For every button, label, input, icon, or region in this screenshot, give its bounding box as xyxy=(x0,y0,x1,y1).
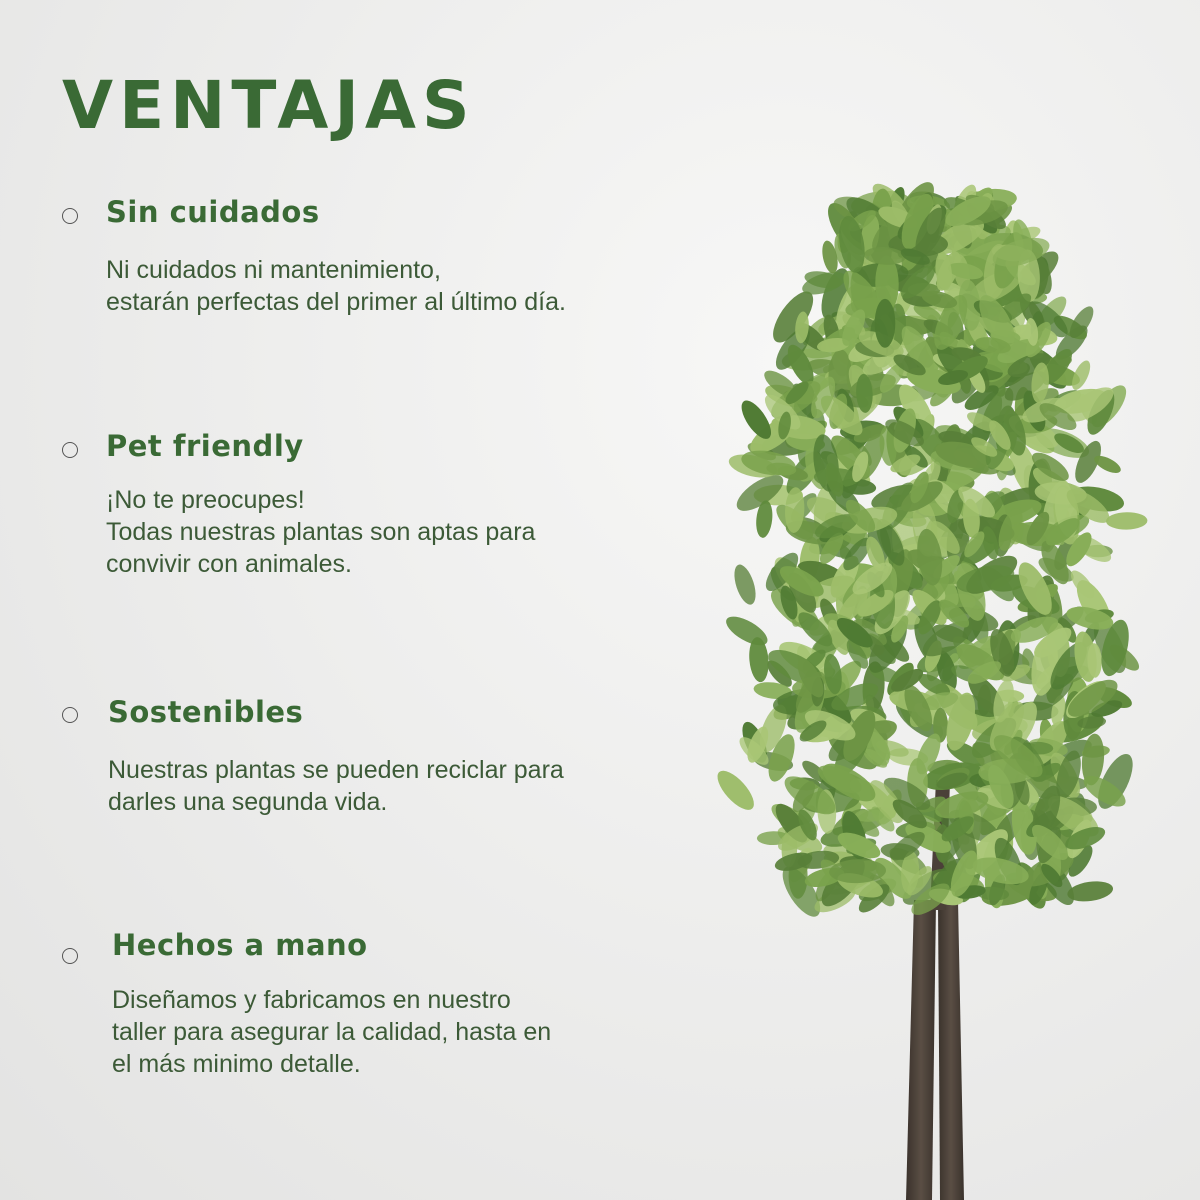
feature-description-line: Nuestras plantas se pueden reciclar para xyxy=(108,756,564,784)
feature-description-line: Ni cuidados ni mantenimiento, xyxy=(106,256,441,284)
leaf xyxy=(712,765,760,815)
leaf xyxy=(875,299,896,348)
feature-description-line: Todas nuestras plantas son aptas para xyxy=(106,518,536,546)
feature-description xyxy=(108,754,564,818)
feature-description-line: el más minimo detalle. xyxy=(112,1050,361,1078)
feature-title: Sin cuidados xyxy=(106,195,320,229)
bullet-circle-icon xyxy=(62,948,78,964)
feature-title: Pet friendly xyxy=(106,429,304,463)
feature-title: Hechos a mano xyxy=(112,928,368,962)
feature-description-line: convivir con animales. xyxy=(106,550,352,578)
feature-description xyxy=(106,254,566,318)
tree-foliage xyxy=(712,180,1148,922)
feature-description xyxy=(112,984,551,1080)
feature-description-line: Diseñamos y fabricamos en nuestro xyxy=(112,986,511,1014)
feature-description-line: ¡No te preocupes! xyxy=(106,486,305,514)
bullet-circle-icon xyxy=(62,208,78,224)
leaf xyxy=(730,562,760,607)
feature-description-line: estarán perfectas del primer al último día. xyxy=(106,288,566,316)
bullet-circle-icon xyxy=(62,707,78,723)
bullet-circle-icon xyxy=(62,442,78,458)
page-title: VENTAJAS xyxy=(62,67,476,144)
feature-title: Sostenibles xyxy=(108,695,304,729)
leaf xyxy=(1106,512,1148,530)
feature-description-line: taller para asegurar la calidad, hasta en xyxy=(112,1018,552,1046)
artificial-tree-image xyxy=(700,180,1200,1200)
feature-description-line: darles una segunda vida. xyxy=(108,788,388,816)
feature-description xyxy=(106,484,535,580)
